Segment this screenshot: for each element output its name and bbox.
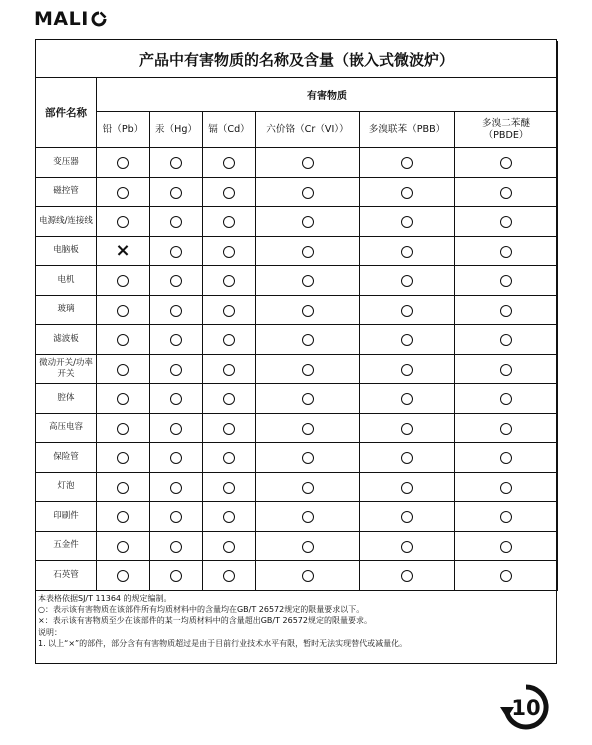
substance-mark-cell — [97, 413, 150, 443]
within-limit-mark — [223, 482, 235, 494]
substance-mark-cell — [97, 266, 150, 296]
within-limit-mark — [500, 393, 512, 405]
within-limit-mark — [223, 275, 235, 287]
substance-mark-cell — [360, 266, 455, 296]
within-limit-mark — [500, 305, 512, 317]
hazardous-substance-header: 有害物质 — [97, 78, 558, 112]
within-limit-mark — [401, 187, 413, 199]
substance-mark-cell — [203, 207, 256, 237]
substance-mark-cell — [455, 413, 558, 443]
substance-mark-cell — [455, 236, 558, 266]
within-limit-mark — [223, 334, 235, 346]
within-limit-mark — [170, 482, 182, 494]
within-limit-mark — [302, 364, 314, 376]
brand-logo — [34, 8, 107, 30]
substance-mark-cell — [97, 561, 150, 591]
within-limit-mark — [302, 452, 314, 464]
table-row — [36, 325, 558, 355]
table-title: 产品中有害物质的名称及含量（嵌入式微波炉） — [36, 41, 558, 78]
within-limit-mark — [117, 187, 129, 199]
substance-mark-cell — [455, 531, 558, 561]
within-limit-mark — [117, 511, 129, 523]
within-limit-mark — [170, 216, 182, 228]
within-limit-mark — [401, 246, 413, 258]
table-row — [36, 295, 558, 325]
substance-mark-cell — [256, 413, 360, 443]
within-limit-mark — [170, 157, 182, 169]
within-limit-mark — [170, 452, 182, 464]
within-limit-mark — [117, 157, 129, 169]
substance-mark-cell — [256, 472, 360, 502]
within-limit-mark — [401, 482, 413, 494]
substance-mark-cell — [360, 561, 455, 591]
part-name-cell: 变压器 — [36, 148, 97, 178]
within-limit-mark — [302, 423, 314, 435]
substance-mark-cell — [97, 207, 150, 237]
substance-mark-cell — [150, 325, 203, 355]
table-row — [36, 472, 558, 502]
substance-mark-cell — [150, 384, 203, 414]
within-limit-mark — [302, 541, 314, 553]
within-limit-mark — [117, 570, 129, 582]
substance-mark-cell — [360, 295, 455, 325]
substance-mark-cell — [360, 325, 455, 355]
substance-mark-cell — [203, 148, 256, 178]
within-limit-mark — [302, 275, 314, 287]
within-limit-mark — [170, 334, 182, 346]
substance-mark-cell — [150, 531, 203, 561]
substance-mark-cell — [203, 531, 256, 561]
within-limit-mark — [170, 275, 182, 287]
epup-years: 10 — [511, 696, 541, 720]
substance-mark-cell — [256, 295, 360, 325]
within-limit-mark — [170, 570, 182, 582]
substance-mark-cell — [360, 443, 455, 473]
table-row — [36, 502, 558, 532]
substance-mark-cell — [150, 413, 203, 443]
substance-mark-cell — [97, 384, 150, 414]
within-limit-mark — [401, 334, 413, 346]
within-limit-mark — [223, 393, 235, 405]
substance-mark-cell — [150, 472, 203, 502]
substance-mark-cell — [203, 413, 256, 443]
substance-column-header: 六价铬（Cr（VI）） — [256, 112, 360, 148]
note-line: 1. 以上“×”的部件，部分含有有害物质超过是由于目前行业技术水平有限，暂时无法实现替代或减量化。 — [38, 638, 408, 648]
within-limit-mark — [500, 157, 512, 169]
substance-mark-cell — [203, 561, 256, 591]
substance-mark-cell — [256, 443, 360, 473]
table-row — [36, 207, 558, 237]
substance-mark-cell — [150, 207, 203, 237]
within-limit-mark — [223, 423, 235, 435]
table-row — [36, 148, 558, 178]
table-row — [36, 443, 558, 473]
part-name-cell: 腔体 — [36, 384, 97, 414]
brand-name: MALI — [34, 8, 89, 30]
table-body — [36, 148, 558, 591]
within-limit-mark — [223, 187, 235, 199]
substance-mark-cell — [203, 295, 256, 325]
substance-mark-cell — [256, 266, 360, 296]
within-limit-mark — [401, 216, 413, 228]
within-limit-mark — [401, 452, 413, 464]
substance-mark-cell — [203, 236, 256, 266]
within-limit-mark — [401, 275, 413, 287]
within-limit-mark — [302, 305, 314, 317]
substance-mark-cell — [360, 384, 455, 414]
part-name-cell: 玻璃 — [36, 295, 97, 325]
substance-mark-cell — [97, 354, 150, 384]
substance-mark-cell — [360, 472, 455, 502]
within-limit-mark — [302, 570, 314, 582]
within-limit-mark — [170, 511, 182, 523]
within-limit-mark — [500, 364, 512, 376]
substance-mark-cell — [203, 354, 256, 384]
within-limit-mark — [223, 511, 235, 523]
substance-mark-cell — [97, 502, 150, 532]
hazardous-substance-table — [35, 41, 558, 591]
within-limit-mark — [302, 216, 314, 228]
substance-mark-cell — [360, 148, 455, 178]
within-limit-mark — [117, 423, 129, 435]
within-limit-mark — [302, 334, 314, 346]
within-limit-mark — [500, 511, 512, 523]
environmental-protection-period-badge — [496, 682, 556, 732]
within-limit-mark — [302, 393, 314, 405]
within-limit-mark — [401, 393, 413, 405]
substance-mark-cell — [150, 354, 203, 384]
substance-mark-cell — [256, 207, 360, 237]
within-limit-mark — [117, 452, 129, 464]
within-limit-mark — [500, 246, 512, 258]
substance-mark-cell — [455, 443, 558, 473]
table-row — [36, 266, 558, 296]
notes-section — [38, 593, 553, 649]
substance-mark-cell — [97, 531, 150, 561]
within-limit-mark — [302, 187, 314, 199]
substance-mark-cell — [256, 384, 360, 414]
table-row — [36, 177, 558, 207]
substance-mark-cell — [97, 177, 150, 207]
substance-mark-cell — [360, 502, 455, 532]
logo-power-icon — [91, 11, 107, 27]
substance-header-row — [36, 112, 558, 148]
exceeds-limit-mark: × — [115, 240, 131, 262]
substance-mark-cell — [97, 325, 150, 355]
substance-mark-cell — [203, 472, 256, 502]
within-limit-mark — [500, 482, 512, 494]
substance-column-header: 多溴二苯醚 （PBDE） — [455, 112, 558, 148]
part-name-cell: 灯泡 — [36, 472, 97, 502]
substance-mark-cell — [203, 325, 256, 355]
within-limit-mark — [500, 541, 512, 553]
substance-mark-cell — [97, 472, 150, 502]
substance-mark-cell — [256, 236, 360, 266]
substance-mark-cell — [256, 561, 360, 591]
part-name-cell: 磁控管 — [36, 177, 97, 207]
substance-mark-cell — [256, 354, 360, 384]
part-name-cell: 滤波板 — [36, 325, 97, 355]
substance-mark-cell — [203, 177, 256, 207]
substance-column-header: 多溴联苯（PBB） — [360, 112, 455, 148]
within-limit-mark — [223, 452, 235, 464]
within-limit-mark — [500, 570, 512, 582]
within-limit-mark — [117, 482, 129, 494]
within-limit-mark — [223, 157, 235, 169]
substance-mark-cell — [150, 561, 203, 591]
table-row — [36, 413, 558, 443]
substance-mark-cell — [203, 502, 256, 532]
within-limit-mark — [223, 541, 235, 553]
within-limit-mark — [500, 216, 512, 228]
substance-mark-cell — [256, 148, 360, 178]
part-name-cell: 电机 — [36, 266, 97, 296]
substance-mark-cell — [97, 148, 150, 178]
substance-mark-cell — [360, 531, 455, 561]
substance-mark-cell — [455, 325, 558, 355]
within-limit-mark — [117, 305, 129, 317]
substance-mark-cell — [150, 443, 203, 473]
substance-mark-cell — [150, 236, 203, 266]
substance-mark-cell — [455, 354, 558, 384]
substance-mark-cell — [150, 502, 203, 532]
substance-mark-cell — [360, 236, 455, 266]
part-name-cell: 电脑板 — [36, 236, 97, 266]
within-limit-mark — [401, 541, 413, 553]
substance-mark-cell — [455, 177, 558, 207]
within-limit-mark — [401, 157, 413, 169]
table-row — [36, 236, 558, 266]
note-line: ○：表示该有害物质在该部件所有均质材料中的含量均在GB/T 26572规定的限量要求以下。 — [38, 605, 365, 615]
note-line: 说明： — [38, 627, 62, 637]
substance-mark-cell — [97, 443, 150, 473]
within-limit-mark — [500, 187, 512, 199]
substance-mark-cell — [455, 472, 558, 502]
within-limit-mark — [401, 423, 413, 435]
substance-column-header: 汞（Hg） — [150, 112, 203, 148]
part-name-cell: 保险管 — [36, 443, 97, 473]
within-limit-mark — [223, 216, 235, 228]
within-limit-mark — [223, 570, 235, 582]
within-limit-mark — [401, 511, 413, 523]
within-limit-mark — [500, 275, 512, 287]
table-row — [36, 354, 558, 384]
within-limit-mark — [500, 334, 512, 346]
substance-mark-cell — [360, 354, 455, 384]
substance-mark-cell — [455, 295, 558, 325]
table-row — [36, 531, 558, 561]
within-limit-mark — [170, 423, 182, 435]
within-limit-mark — [302, 157, 314, 169]
part-name-header: 部件名称 — [36, 78, 97, 148]
substance-mark-cell — [203, 384, 256, 414]
note-line: ×：表示该有害物质至少在该部件的某一均质材料中的含量超出GB/T 26572规定的限量要求。 — [38, 616, 372, 626]
substance-mark-cell — [455, 266, 558, 296]
within-limit-mark — [401, 305, 413, 317]
part-name-cell: 电源线/连接线 — [36, 207, 97, 237]
within-limit-mark — [302, 246, 314, 258]
substance-mark-cell — [256, 502, 360, 532]
within-limit-mark — [117, 334, 129, 346]
substance-mark-cell — [455, 502, 558, 532]
substance-mark-cell — [256, 177, 360, 207]
within-limit-mark — [170, 541, 182, 553]
part-name-cell: 微动开关/功率开关 — [36, 354, 97, 384]
substance-mark-cell — [455, 561, 558, 591]
substance-mark-cell — [256, 325, 360, 355]
within-limit-mark — [170, 187, 182, 199]
substance-mark-cell — [150, 266, 203, 296]
within-limit-mark — [302, 482, 314, 494]
note-line: 本表格依据SJ/T 11364 的规定编制。 — [38, 594, 172, 603]
substance-column-header: 镉（Cd） — [203, 112, 256, 148]
within-limit-mark — [223, 364, 235, 376]
within-limit-mark — [170, 305, 182, 317]
within-limit-mark — [500, 452, 512, 464]
within-limit-mark — [223, 246, 235, 258]
substance-mark-cell — [150, 295, 203, 325]
within-limit-mark — [401, 570, 413, 582]
substance-mark-cell — [360, 207, 455, 237]
within-limit-mark — [117, 393, 129, 405]
substance-mark-cell — [360, 177, 455, 207]
substance-mark-cell — [150, 177, 203, 207]
part-name-cell: 五金件 — [36, 531, 97, 561]
part-name-cell: 石英管 — [36, 561, 97, 591]
within-limit-mark — [117, 216, 129, 228]
within-limit-mark — [117, 275, 129, 287]
substance-mark-cell — [455, 207, 558, 237]
within-limit-mark — [223, 305, 235, 317]
within-limit-mark — [117, 541, 129, 553]
substance-mark-cell — [455, 148, 558, 178]
within-limit-mark — [170, 246, 182, 258]
substance-mark-cell — [256, 531, 360, 561]
within-limit-mark — [500, 423, 512, 435]
substance-mark-cell — [203, 266, 256, 296]
within-limit-mark — [170, 393, 182, 405]
table-row — [36, 561, 558, 591]
substance-mark-cell — [97, 295, 150, 325]
substance-mark-cell — [360, 413, 455, 443]
within-limit-mark — [170, 364, 182, 376]
within-limit-mark — [401, 364, 413, 376]
substance-column-header: 铅（Pb） — [97, 112, 150, 148]
substance-mark-cell — [97, 236, 150, 266]
substance-mark-cell — [203, 443, 256, 473]
within-limit-mark — [302, 511, 314, 523]
substance-mark-cell — [150, 148, 203, 178]
table-row — [36, 384, 558, 414]
part-name-cell: 印刷件 — [36, 502, 97, 532]
substance-mark-cell — [455, 384, 558, 414]
within-limit-mark — [117, 364, 129, 376]
part-name-cell: 高压电容 — [36, 413, 97, 443]
